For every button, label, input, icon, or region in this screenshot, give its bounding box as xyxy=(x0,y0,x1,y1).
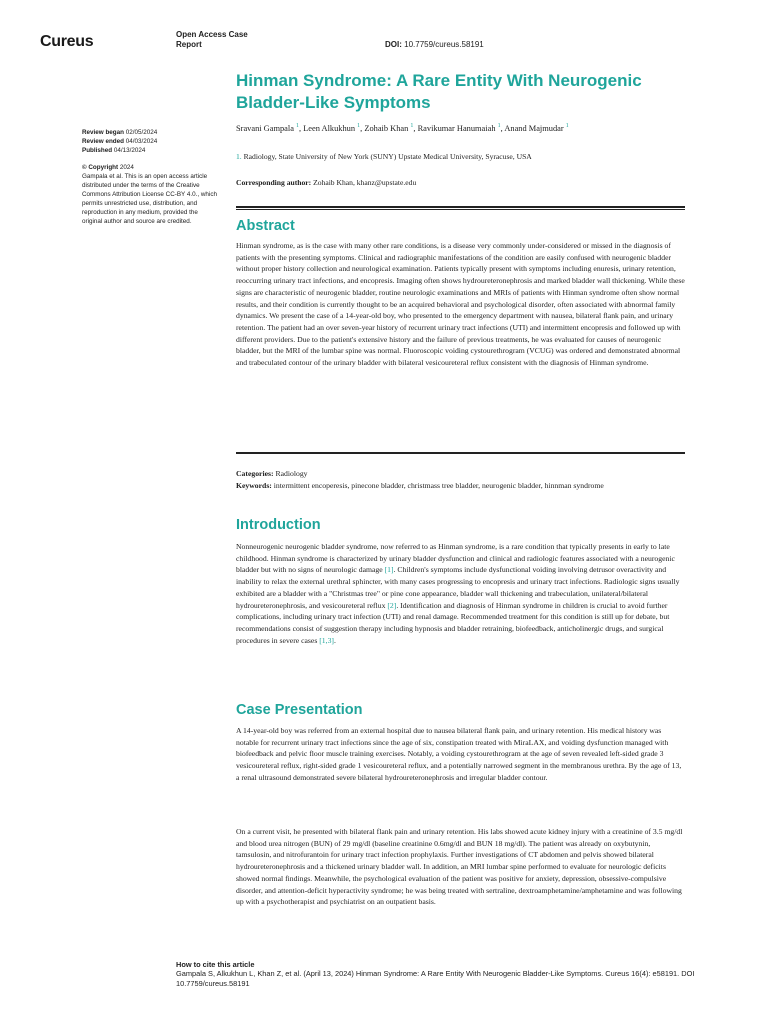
author-name: Ravikumar Hanumaiah xyxy=(417,123,496,133)
intro-segment: . Identification and diagnosis of Hinman syndrome in children is crucial to avoid further complications, including urinary tract infection (UTI) and renal damage. Recommended treatment for this condition is still up for debate, but recommendations consist of suggestion therapy including hypnosis and bladder retraining, biofeedback, anticholinergic drugs, and surgical procedures in severe cases xyxy=(236,600,670,645)
copyright-label: © Copyright xyxy=(82,164,119,171)
copyright-year: 2024 xyxy=(119,164,134,171)
review-began-label: Review began xyxy=(82,129,124,136)
published-date: 04/13/2024 xyxy=(113,147,146,154)
author-affil-sup[interactable]: 1 xyxy=(357,123,361,129)
citation-link[interactable]: [1,3] xyxy=(319,635,334,645)
published xyxy=(82,146,217,155)
author-name: Anand Majmudar xyxy=(504,123,564,133)
author-name: Sravani Gampala xyxy=(236,123,294,133)
affiliation-text: Radiology, State University of New York (SUNY) Upstate Medical University, Syracuse, USA xyxy=(243,152,532,161)
license-text: Gampala et al. This is an open access article distributed under the terms of the Creative Commons Attribution License CC-BY 4.0., which permits unrestricted use, distribution, and reproduction in any medium, provided the original author and source are credited. xyxy=(82,173,217,225)
section-divider xyxy=(236,452,685,454)
categories-label: Categories: xyxy=(236,469,274,478)
corresponding-author xyxy=(236,178,416,187)
corresponding-text[interactable]: Zohaib Khan, khanz@upstate.edu xyxy=(313,178,417,187)
intro-segment: . xyxy=(333,635,336,645)
citation-link[interactable]: [2] xyxy=(387,600,397,610)
case-paragraph: On a current visit, he presented with bilateral flank pain and urinary retention. His labs showed acute kidney injury with a creatinine of 3.5 mg/dl and blood urea nitrogen (BUN) of 29 mg/dl (baseline creatinine 0.6mg/dl and BUN 18 mg/dl). The patient was already on oxybutynin, tamsulosin, and nitrofurantoin for urinary tract infection prophylaxis. Further investigations of CT abdomen and pelvis showed bilateral hydroureteronephrosis and a thickened urinary bladder wall. In addition, an MRI lumbar spine performed to evaluate for neurologic deficits showed normal findings. Meanwhile, the psychological evaluation of the patient was positive for anxiety, depression, obsessive-compulsive disorder, and attention-deficit hyperactivity syndrome; he was being treated with sertraline, dextroamphetamine/amphetamine and was following up with a psychotherapist and psychiatrist on an outpatient basis. xyxy=(236,827,683,907)
review-ended-date: 04/03/2024 xyxy=(125,138,158,145)
section-divider xyxy=(236,209,685,210)
keywords-value: intermittent encoperesis, pinecone bladder, christmass tree bladder, neurogenic bladder, hinnman syndrome xyxy=(273,481,604,490)
review-ended-label: Review ended xyxy=(82,138,124,145)
affiliation-number: 1. xyxy=(236,152,242,161)
affiliation xyxy=(236,152,532,161)
review-ended xyxy=(82,137,217,146)
author-affil-sup[interactable]: 1 xyxy=(296,123,299,129)
categories xyxy=(236,468,685,480)
corresponding-label: Corresponding author: xyxy=(236,178,312,187)
categories-value: Radiology xyxy=(275,469,308,478)
intro-segment: Nonneurogenic neurogenic bladder syndrome, now referred to as Hinman syndrome, is a rare condition that typically presents in early to late childhood. Hinman syndrome is characterized by urinary bladder dysfunction and clinical and radiologic features associated with a neurogenic bladder but with no signs of neurologic damage xyxy=(236,542,675,575)
cureus-logo: Cureus xyxy=(40,33,94,50)
copyright xyxy=(82,163,217,172)
review-began xyxy=(82,128,217,137)
how-to-cite-text: Gampala S, Alkukhun L, Khan Z, et al. (April 13, 2024) Hinman Syndrome: A Rare Entity With Neurogenic Bladder-Like Symptoms. Cureus 16(4): e58191. DOI 10.7759/cureus.58191 xyxy=(176,969,695,988)
case-presentation-heading: Case Presentation xyxy=(236,702,363,718)
abstract-heading: Abstract xyxy=(236,218,295,234)
sidebar-info xyxy=(82,128,217,226)
how-to-cite-heading: How to cite this article xyxy=(176,960,255,969)
review-began-date: 02/05/2024 xyxy=(125,129,158,136)
published-label: Published xyxy=(82,147,113,154)
introduction-heading: Introduction xyxy=(236,517,321,533)
doi[interactable] xyxy=(385,40,484,49)
intro-segment: . Children's symptoms include dysfunctional voiding involving detrusor overactivity and inability to relax the external urethral sphincter, with many cases progressing to encopresis and urinary tract infections. Radiologic signs usually exhibited are a bladder with a "Christmas tree" or pine cone appearance, bladder wall thickening and trabeculation, unilateral/bilateral hydroureteronephrosis, and vesicoureteral reflux xyxy=(236,565,680,610)
keywords-label: Keywords: xyxy=(236,481,272,490)
author-name: Leen Alkukhun xyxy=(303,123,356,133)
keywords xyxy=(236,480,685,492)
article-title: Hinman Syndrome: A Rare Entity With Neurogenic Bladder-Like Symptoms xyxy=(236,71,642,112)
doi-label: DOI: xyxy=(385,40,402,49)
citation-link[interactable]: [1] xyxy=(384,565,394,575)
case-paragraph: A 14-year-old boy was referred from an external hospital due to nausea bilateral flank pain, and urinary retention. His medical history was notable for recurrent urinary tract infections since the age of six, constipation treated with MiraLAX, and voiding dysfunction managed with biofeedback and pelvic floor muscle training exercises. Notably, a voiding cystourethrogram at the age of seven revealed left-sided grade 3 vesicoureteral reflux, right-sided grade 1 vesicoureteral reflux, and a potentially narrowed segment in the membranous urethra. By the age of 13, a renal ultrasound demonstrated severe bilateral hydroureteronephrosis and irregular bladder contour. xyxy=(236,726,682,782)
article-type: Open Access Case Report xyxy=(176,30,248,49)
author-name: Zohaib Khan xyxy=(364,123,409,133)
author-affil-sup[interactable]: 1 xyxy=(410,123,414,129)
author-affil-sup[interactable]: 1 xyxy=(565,123,569,129)
doi-value[interactable]: 10.7759/cureus.58191 xyxy=(404,40,484,49)
abstract-text: Hinman syndrome, as is the case with many other rare conditions, is a disease very commonly under-considered or missed in the diagnosis of patients with the presenting symptoms. Clinical and radiographic manifestations of the condition are easily confused with neurogenic bladder without proper history collection and neurological examination. Patients typically present with symptoms including enuresis, urinary retention, reoccurring urinary tract infections, and encopresis. Imaging often shows hydroureteronephrosis and marked bladder wall thickening. While these signs are characteristic of neurogenic bladder, routine neurologic examinations and MRIs of patients with Hinman syndrome often show normal results, and their condition is currently thought to be an acquired behavioral and psychological disorder, often associated with abnormal family dynamics. We present the case of a 14-year-old boy, who presented to the emergency department with nausea, bilateral flank pain, and urinary retention. The patient had an over seven-year history of recurrent urinary tract infections (UTI) and intermittent encopresis and followed up with different providers. Due to the patient's extensive history and the failure of previous treatments, he was evaluated for causes of neurogenic bladder, but the MRI of the lumbar spine was normal. Fluoroscopic voiding cystourethrogram (VCUG) was ordered and demonstrated abnormal and trabeculated contour of the urinary bladder with bilateral vesicoureteral reflux consistent with the diagnosis of Hinman syndrome. xyxy=(236,241,685,368)
section-divider xyxy=(236,206,685,208)
author-list: Sravani Gampala $^1$, Leen Alkukhun $^1$, Zohaib Khan $^1$, Ravikumar Hanumaiah $^1$, Anand Majmudar $^1$ xyxy=(236,123,569,133)
author-affil-sup[interactable]: 1 xyxy=(497,123,501,129)
introduction-text xyxy=(236,541,685,646)
